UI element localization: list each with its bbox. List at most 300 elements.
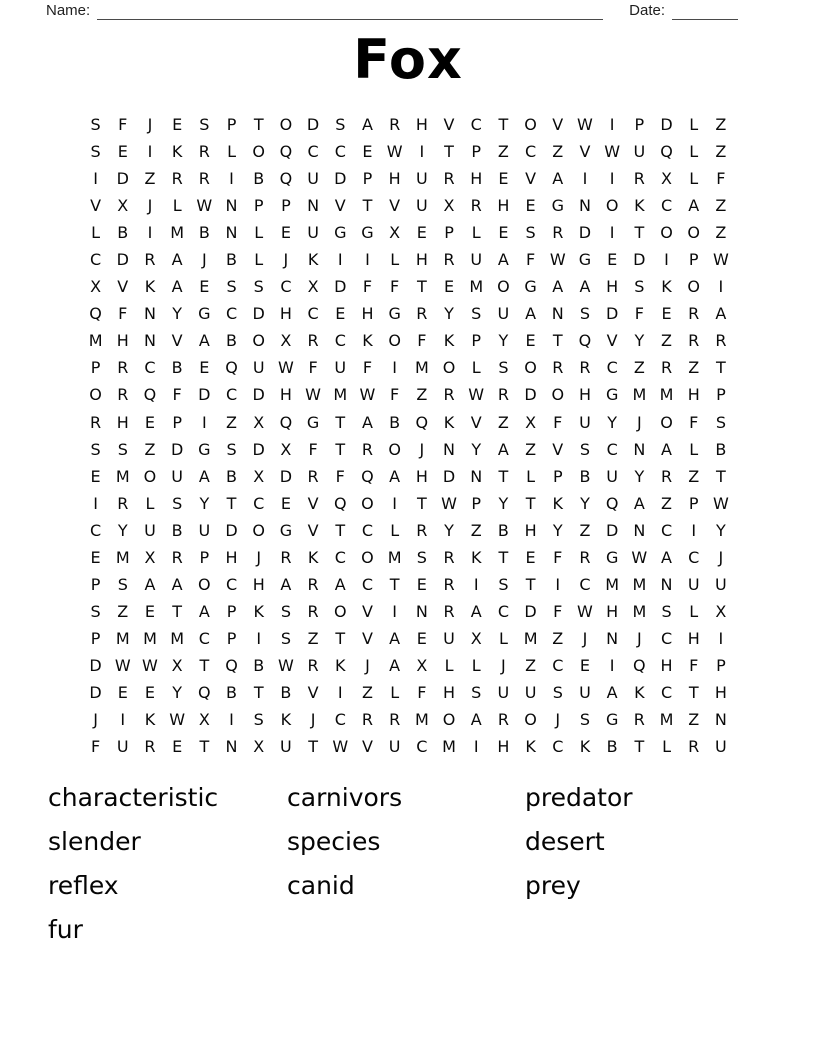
grid-letter-r9c1: M: [88, 331, 103, 351]
grid-letter-r8c4: Y: [172, 304, 183, 324]
grid-letter-r7c1: X: [90, 277, 102, 297]
grid-letter-r2c7: O: [252, 142, 266, 162]
grid-letter-r9c8: X: [280, 331, 292, 351]
grid-letter-r11c20: G: [605, 385, 619, 405]
grid-letter-r1c14: V: [443, 115, 455, 135]
grid-letter-r12c17: X: [525, 412, 537, 432]
grid-letter-r10c8: W: [277, 358, 294, 378]
grid-letter-r23c10: C: [334, 710, 346, 730]
grid-letter-r22c21: K: [634, 683, 645, 702]
grid-letter-r1c6: P: [226, 115, 237, 135]
grid-letter-r13c17: Z: [525, 439, 537, 459]
grid-letter-r24c12: U: [388, 737, 401, 757]
grid-letter-r22c22: C: [660, 683, 673, 702]
grid-letter-r22c12: L: [390, 683, 400, 702]
grid-letter-r19c20: H: [606, 601, 619, 621]
grid-letter-r14c12: A: [389, 466, 401, 486]
grid-letter-r17c23: C: [688, 547, 700, 567]
grid-letter-r13c6: S: [226, 439, 237, 459]
grid-letter-r11c9: W: [305, 385, 321, 405]
grid-letter-r6c2: D: [116, 250, 129, 270]
grid-letter-r4c2: X: [117, 196, 129, 216]
grid-letter-r4c1: V: [90, 196, 102, 216]
grid-letter-r16c8: G: [279, 520, 293, 540]
grid-letter-r2c16: Z: [497, 142, 509, 162]
grid-letter-r9c22: Z: [661, 331, 673, 351]
grid-letter-r4c7: P: [253, 196, 264, 216]
grid-letter-r15c6: T: [226, 493, 237, 513]
grid-letter-r1c4: E: [172, 115, 183, 135]
grid-letter-r5c24: Z: [715, 223, 727, 243]
grid-letter-r18c8: A: [280, 574, 292, 594]
grid-letter-r18c22: N: [660, 574, 673, 594]
grid-letter-r1c2: F: [118, 115, 128, 135]
grid-letter-r23c1: J: [93, 710, 98, 730]
grid-letter-r22c13: F: [417, 683, 427, 702]
grid-letter-r1c16: T: [498, 115, 509, 135]
grid-letter-r2c17: C: [525, 142, 537, 162]
grid-letter-r23c13: M: [414, 710, 429, 730]
grid-letter-r21c9: R: [307, 655, 319, 675]
grid-letter-r14c8: D: [279, 466, 293, 486]
grid-letter-r4c12: V: [389, 196, 401, 216]
grid-letter-r19c7: K: [253, 601, 264, 621]
grid-letter-r24c5: T: [199, 737, 210, 757]
grid-letter-r9c23: R: [688, 331, 700, 351]
grid-letter-r20c5: C: [198, 628, 210, 648]
grid-letter-r12c19: U: [579, 412, 591, 432]
grid-letter-r1c1: S: [90, 115, 101, 135]
grid-letter-r8c16: U: [497, 304, 510, 324]
grid-letter-r23c16: R: [497, 710, 509, 730]
grid-letter-r20c15: X: [470, 628, 482, 648]
grid-letter-r14c3: O: [143, 466, 157, 486]
grid-letter-r6c4: A: [171, 250, 183, 270]
grid-letter-r8c5: G: [198, 304, 211, 324]
grid-letter-r22c24: H: [714, 683, 727, 702]
grid-letter-r18c15: I: [473, 574, 479, 594]
grid-letter-r23c18: J: [555, 710, 561, 730]
grid-letter-r11c7: D: [252, 385, 265, 405]
word-item-desert: desert: [525, 827, 605, 856]
grid-letter-r12c2: H: [116, 412, 129, 432]
word-list: [48, 776, 768, 952]
grid-letter-r19c21: M: [632, 601, 647, 621]
grid-letter-r13c13: J: [419, 439, 425, 459]
grid-letter-r2c2: E: [117, 142, 128, 162]
grid-letter-r17c3: X: [144, 547, 156, 567]
grid-letter-r4c20: O: [605, 196, 619, 216]
grid-letter-r22c2: E: [117, 683, 128, 702]
grid-letter-r14c4: U: [171, 466, 184, 486]
grid-letter-r18c3: A: [144, 574, 156, 594]
grid-letter-r17c14: R: [443, 547, 455, 567]
grid-letter-r23c12: R: [389, 710, 401, 730]
grid-letter-r17c22: A: [661, 547, 672, 567]
grid-letter-r5c19: D: [578, 223, 592, 243]
grid-letter-r3c22: X: [661, 169, 673, 189]
grid-letter-r7c11: F: [362, 277, 373, 297]
grid-letter-r17c10: C: [334, 547, 346, 567]
grid-letter-r17c21: W: [631, 547, 648, 567]
grid-letter-r17c17: E: [525, 547, 536, 567]
grid-letter-r12c21: J: [636, 412, 642, 432]
grid-letter-r14c13: H: [415, 466, 428, 486]
grid-letter-r20c22: C: [660, 628, 673, 648]
grid-letter-r22c16: U: [497, 683, 510, 702]
grid-letter-r23c17: O: [524, 710, 537, 730]
grid-letter-r19c1: S: [90, 601, 101, 621]
grid-letter-r11c2: R: [117, 385, 129, 405]
grid-letter-r10c12: I: [392, 358, 398, 378]
grid-letter-r8c18: N: [551, 304, 564, 324]
grid-letter-r19c14: R: [443, 601, 455, 621]
grid-letter-r1c15: C: [470, 115, 482, 135]
grid-letter-r21c16: J: [501, 655, 506, 675]
grid-letter-r7c15: M: [469, 277, 484, 297]
grid-letter-r3c12: H: [388, 169, 401, 189]
grid-letter-r23c23: Z: [688, 710, 700, 730]
grid-letter-r24c15: I: [473, 737, 479, 757]
grid-letter-r5c9: U: [307, 223, 319, 243]
grid-letter-r10c20: C: [606, 358, 618, 378]
grid-letter-r16c14: Y: [444, 520, 454, 540]
grid-letter-r22c14: H: [443, 683, 456, 702]
grid-letter-r12c15: V: [470, 412, 482, 432]
word-item-fur: fur: [48, 915, 83, 944]
grid-letter-r1c22: D: [660, 115, 673, 135]
grid-letter-r19c22: S: [661, 601, 672, 621]
grid-letter-r1c11: A: [361, 115, 373, 135]
grid-letter-r13c12: O: [388, 439, 401, 459]
date-blank-line: [672, 5, 738, 20]
grid-letter-r15c5: Y: [199, 493, 210, 513]
grid-letter-r9c17: E: [525, 331, 536, 351]
grid-letter-r17c2: M: [115, 547, 130, 567]
grid-letter-r15c20: Q: [605, 493, 619, 513]
grid-letter-r1c13: H: [415, 115, 428, 135]
grid-letter-r20c6: P: [226, 628, 237, 648]
grid-letter-r20c17: M: [523, 628, 538, 648]
grid-letter-r14c17: L: [526, 466, 536, 486]
grid-letter-r17c11: O: [361, 547, 374, 567]
grid-letter-r15c3: L: [145, 493, 155, 513]
grid-letter-r17c7: J: [256, 547, 262, 567]
grid-letter-r11c11: W: [359, 385, 376, 405]
grid-letter-r8c15: S: [471, 304, 482, 324]
grid-letter-r16c22: C: [660, 520, 673, 540]
grid-letter-r16c3: U: [144, 520, 156, 540]
grid-letter-r24c20: B: [606, 737, 618, 757]
grid-letter-r7c9: X: [307, 277, 319, 297]
grid-letter-r11c23: H: [687, 385, 700, 405]
grid-letter-r9c21: Y: [634, 331, 645, 351]
grid-letter-r19c2: Z: [117, 601, 129, 621]
grid-letter-r24c2: U: [116, 737, 129, 757]
grid-letter-r6c14: R: [443, 250, 455, 270]
grid-letter-r11c19: H: [578, 385, 591, 405]
grid-letter-r19c18: F: [553, 601, 563, 621]
grid-letter-r7c4: A: [171, 277, 183, 297]
grid-letter-r18c20: M: [605, 574, 620, 594]
grid-letter-r11c18: O: [551, 385, 565, 405]
grid-letter-r8c19: S: [579, 304, 591, 324]
grid-letter-r4c13: U: [415, 196, 428, 216]
grid-letter-r8c9: C: [307, 304, 319, 324]
grid-letter-r2c19: V: [579, 142, 591, 162]
grid-letter-r10c21: Z: [633, 358, 645, 378]
grid-letter-r3c13: U: [415, 169, 428, 189]
grid-letter-r9c7: O: [252, 331, 266, 351]
grid-letter-r7c12: F: [390, 277, 400, 297]
grid-letter-r10c18: R: [552, 358, 564, 378]
grid-letter-r20c19: J: [582, 628, 588, 648]
grid-letter-r21c15: L: [471, 655, 481, 675]
grid-letter-r10c24: T: [716, 358, 726, 378]
grid-letter-r3c16: E: [498, 169, 509, 189]
grid-letter-r17c5: P: [199, 547, 210, 567]
grid-letter-r16c6: D: [225, 520, 238, 540]
word-item-characteristic: characteristic: [48, 783, 219, 812]
grid-letter-r5c5: B: [198, 223, 210, 243]
grid-letter-r20c4: M: [170, 628, 185, 648]
grid-letter-r22c3: E: [144, 683, 156, 702]
grid-letter-r21c11: J: [365, 655, 370, 675]
grid-letter-r1c9: D: [306, 115, 320, 135]
grid-letter-r5c17: S: [525, 223, 536, 243]
grid-letter-r24c6: N: [225, 737, 238, 757]
grid-letter-r16c17: H: [524, 520, 537, 540]
grid-letter-r13c14: N: [443, 439, 456, 459]
grid-letter-r11c10: M: [333, 385, 348, 405]
grid-letter-r19c9: R: [307, 601, 319, 621]
grid-letter-r19c11: V: [361, 601, 373, 621]
grid-letter-r10c3: C: [144, 358, 156, 378]
grid-letter-r10c17: O: [524, 358, 537, 378]
grid-letter-r20c10: T: [335, 628, 346, 648]
grid-letter-r10c5: E: [199, 358, 210, 378]
grid-letter-r9c5: A: [198, 331, 210, 351]
grid-letter-r19c12: I: [392, 601, 398, 621]
grid-letter-r21c6: Q: [225, 655, 238, 675]
grid-letter-r12c24: S: [715, 412, 726, 432]
grid-letter-r19c3: E: [144, 601, 156, 621]
grid-letter-r12c11: A: [361, 412, 373, 432]
grid-letter-r18c18: I: [555, 574, 561, 594]
grid-letter-r2c8: Q: [279, 142, 293, 162]
grid-letter-r10c7: U: [252, 358, 265, 378]
grid-letter-r5c16: E: [498, 223, 509, 243]
grid-letter-r15c19: Y: [580, 493, 590, 513]
grid-letter-r5c21: T: [634, 223, 645, 243]
grid-letter-r13c24: B: [715, 439, 727, 459]
grid-letter-r3c20: I: [609, 169, 615, 189]
grid-letter-r9c12: O: [388, 331, 401, 351]
grid-letter-r15c1: I: [93, 493, 98, 513]
grid-letter-r24c11: V: [361, 737, 373, 757]
grid-letter-r6c7: L: [254, 250, 264, 270]
grid-letter-r5c7: L: [254, 223, 264, 243]
grid-letter-r5c15: L: [471, 223, 481, 243]
grid-letter-r7c5: E: [199, 277, 210, 297]
grid-letter-r11c12: F: [390, 385, 400, 405]
grid-letter-r10c2: R: [117, 358, 129, 378]
grid-letter-r16c15: Z: [470, 520, 482, 540]
grid-letter-r13c18: V: [552, 439, 564, 459]
grid-letter-r22c19: U: [579, 683, 591, 702]
grid-letter-r23c20: G: [605, 710, 619, 730]
grid-letter-r9c4: V: [171, 331, 183, 351]
header: [46, 2, 738, 20]
grid-letter-r17c6: H: [225, 547, 238, 567]
grid-letter-r9c10: C: [334, 331, 346, 351]
grid-letter-r7c3: K: [144, 277, 156, 297]
grid-letter-r13c10: T: [335, 439, 346, 459]
grid-letter-r13c21: N: [633, 439, 646, 459]
grid-letter-r8c8: H: [279, 304, 292, 324]
grid-letter-r8c7: D: [252, 304, 265, 324]
word-item-species: species: [287, 827, 381, 856]
grid-letter-r1c18: V: [552, 115, 564, 135]
grid-letter-r24c17: K: [525, 737, 536, 757]
grid-letter-r7c16: O: [497, 277, 510, 297]
grid-letter-r21c13: X: [416, 655, 428, 675]
grid-letter-r15c15: P: [471, 493, 482, 513]
grid-letter-r13c7: D: [252, 439, 265, 459]
grid-letter-r24c16: H: [497, 737, 510, 757]
grid-letter-r12c10: T: [335, 412, 346, 432]
grid-letter-r24c1: F: [90, 737, 101, 757]
grid-letter-r20c9: Z: [307, 628, 319, 648]
grid-letter-r12c14: K: [443, 412, 455, 432]
grid-letter-r15c2: R: [117, 493, 129, 513]
word-item-predator: predator: [525, 783, 633, 812]
grid-letter-r13c8: X: [280, 439, 292, 459]
word-item-canid: canid: [287, 871, 355, 900]
grid-letter-r1c10: S: [335, 115, 346, 135]
grid-letter-r8c13: R: [416, 304, 428, 324]
grid-letter-r22c4: Y: [172, 683, 183, 702]
grid-letter-r12c12: B: [389, 412, 401, 432]
grid-letter-r17c15: K: [470, 547, 482, 567]
grid-letter-r23c14: O: [442, 710, 456, 730]
grid-letter-r10c19: R: [579, 358, 591, 378]
grid-letter-r18c5: O: [198, 574, 211, 594]
grid-letter-r5c22: O: [660, 223, 673, 243]
grid-letter-r7c20: H: [606, 277, 619, 297]
grid-letter-r10c10: U: [334, 358, 347, 378]
grid-letter-r6c22: I: [664, 250, 669, 270]
grid-letter-r5c4: M: [170, 223, 185, 243]
grid-letter-r14c6: B: [226, 466, 238, 486]
grid-letter-r14c5: A: [198, 466, 210, 486]
grid-letter-r6c10: I: [337, 250, 343, 270]
grid-letter-r16c24: Y: [716, 520, 726, 540]
grid-letter-r17c1: E: [90, 547, 101, 567]
grid-letter-r3c7: B: [253, 169, 265, 189]
word-item-carnivors: carnivors: [287, 783, 403, 812]
grid-letter-r12c3: E: [144, 412, 156, 432]
grid-letter-r12c9: G: [306, 412, 320, 432]
grid-letter-r4c19: N: [578, 196, 591, 216]
grid-letter-r6c17: F: [525, 250, 536, 270]
grid-letter-r4c4: L: [172, 196, 182, 216]
grid-letter-r18c21: M: [632, 574, 647, 594]
grid-letter-r16c2: Y: [117, 520, 128, 540]
grid-letter-r2c20: W: [604, 142, 621, 162]
grid-letter-r7c14: E: [443, 277, 455, 297]
grid-letter-r11c3: Q: [143, 385, 157, 405]
grid-letter-r21c10: K: [335, 655, 346, 675]
grid-letter-r8c2: F: [118, 304, 128, 324]
grid-letter-r23c4: W: [169, 710, 186, 730]
grid-letter-r22c23: T: [688, 683, 699, 702]
grid-letter-r15c18: K: [552, 493, 564, 513]
grid-letter-r22c18: S: [552, 683, 563, 702]
grid-letter-r13c22: A: [661, 439, 672, 459]
grid-letter-r9c2: H: [116, 331, 129, 351]
name-label: Name:: [46, 2, 91, 19]
grid-letter-r16c23: I: [691, 520, 697, 540]
grid-letter-r15c14: W: [441, 493, 457, 513]
grid-letter-r18c1: P: [90, 574, 101, 594]
grid-letter-r24c8: U: [280, 737, 292, 757]
grid-letter-r8c12: G: [388, 304, 401, 324]
grid-letter-r15c7: C: [253, 493, 265, 513]
grid-letter-r10c9: F: [308, 358, 318, 378]
grid-letter-r9c15: P: [471, 331, 482, 351]
grid-letter-r22c15: S: [471, 683, 482, 702]
grid-letter-r17c16: T: [498, 547, 509, 567]
grid-letter-r22c17: U: [524, 683, 537, 702]
grid-letter-r13c4: D: [170, 439, 184, 459]
grid-letter-r14c16: T: [498, 466, 509, 486]
puzzle-title: Fox: [353, 28, 463, 91]
grid-letter-r3c2: D: [116, 169, 129, 189]
grid-letter-r2c22: Q: [660, 142, 673, 162]
grid-letter-r10c4: B: [171, 358, 183, 378]
grid-letter-r22c5: Q: [198, 683, 211, 702]
grid-letter-r14c10: F: [335, 466, 345, 486]
grid-letter-r9c13: F: [417, 331, 427, 351]
grid-letter-r11c14: R: [443, 385, 455, 405]
grid-letter-r24c13: C: [416, 737, 428, 757]
grid-letter-r1c5: S: [199, 115, 210, 135]
grid-letter-r20c1: P: [90, 628, 101, 648]
grid-letter-r11c24: P: [716, 385, 726, 405]
grid-letter-r9c3: N: [143, 331, 156, 351]
grid-letter-r20c11: V: [361, 628, 373, 648]
grid-letter-r24c18: C: [552, 737, 564, 757]
grid-letter-r21c20: I: [609, 655, 615, 675]
grid-letter-r10c6: Q: [225, 358, 238, 378]
grid-letter-r9c20: V: [606, 331, 618, 351]
grid-letter-r5c1: L: [91, 223, 101, 243]
grid-letter-r17c9: K: [307, 547, 319, 567]
grid-letter-r5c23: O: [687, 223, 701, 243]
grid-letter-r7c6: S: [226, 277, 237, 297]
grid-letter-r4c11: T: [362, 196, 373, 216]
grid-letter-r5c3: I: [147, 223, 153, 243]
grid-letter-r8c14: Y: [444, 304, 454, 324]
grid-letter-r21c5: T: [199, 655, 210, 675]
grid-letter-r20c24: I: [718, 628, 724, 648]
grid-letter-r6c20: E: [607, 250, 618, 270]
grid-letter-r22c1: D: [89, 683, 102, 702]
grid-letter-r13c2: S: [117, 439, 128, 459]
grid-letter-r5c18: R: [552, 223, 564, 243]
grid-letter-r14c23: Z: [688, 466, 700, 486]
